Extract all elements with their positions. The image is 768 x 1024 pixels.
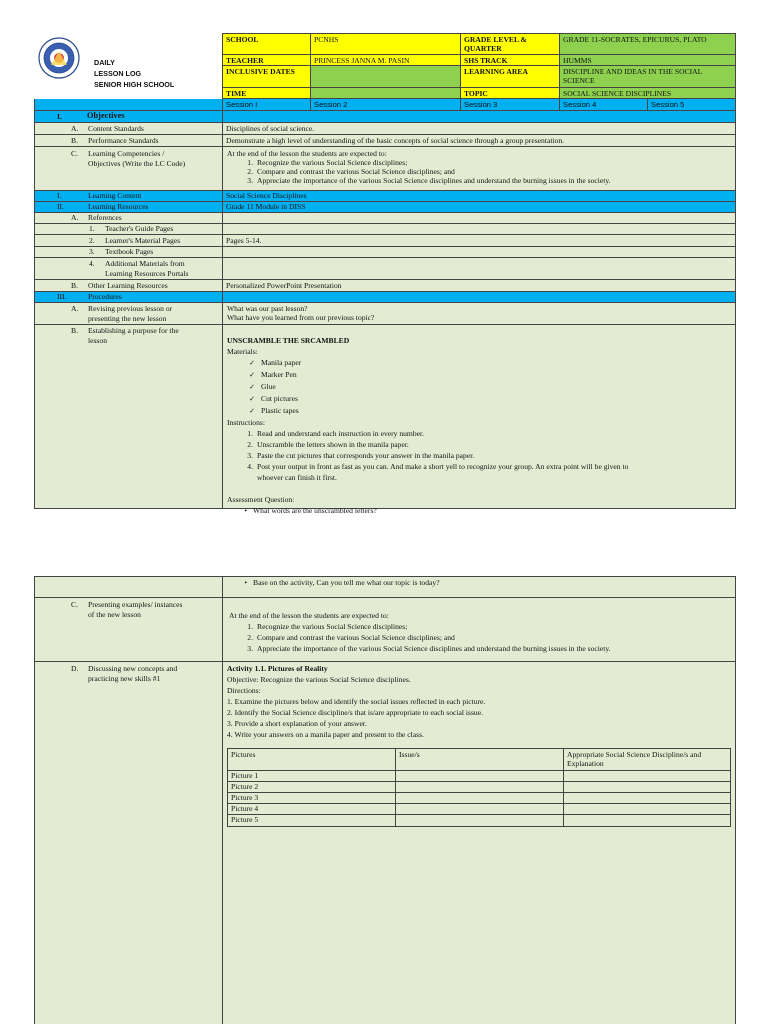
p2-objective-3 xyxy=(229,643,731,654)
table-row-1-discipline xyxy=(563,771,731,782)
revising-value xyxy=(222,303,736,325)
learning-resources-label xyxy=(34,202,222,213)
competency-2-text: Compare and contrast the various Social Science disciplines; and xyxy=(257,167,455,177)
direction-1: 1. Examine the pictures below and identify the social issues reflected in each picture. xyxy=(227,697,486,706)
content-standards-value: Disciplines of social science. xyxy=(222,123,736,135)
table-row-3-discipline xyxy=(563,793,731,804)
p2-bullet-text: Base on the activity, Can you tell me what our topic is today? xyxy=(253,578,440,587)
disc-text-2: practicing new skills #1 xyxy=(88,674,161,683)
presenting-value xyxy=(222,598,736,662)
other-resources-label xyxy=(34,280,222,292)
revising-q1: What was our past lesson? xyxy=(227,304,308,313)
competency-3 xyxy=(227,176,731,185)
p2-num-2: 2. xyxy=(247,633,253,642)
competencies-label-2: Objectives (Write the LC Code) xyxy=(88,159,186,168)
direction-2: 2. Identify the Social Science discipline/s that is/are appropriate to each social issue. xyxy=(227,708,483,717)
time-value xyxy=(310,88,460,99)
table-row-1-picture: Picture 1 xyxy=(227,771,395,782)
references-text: References xyxy=(88,213,122,222)
content-standards-label xyxy=(34,123,222,135)
check-icon: ✓ xyxy=(249,359,255,367)
bullet-icon: • xyxy=(244,578,247,587)
table-row-3-issue xyxy=(395,793,563,804)
deped-seal xyxy=(38,37,80,79)
rev-text-2: presenting the new lesson xyxy=(88,314,167,323)
references-value xyxy=(222,213,736,224)
teacher-value: PRINCESS JANNA M. PASIN xyxy=(310,55,460,66)
assessment-q-text: What words are the unscrambled letters? xyxy=(253,506,377,515)
content-standards-text: Content Standards xyxy=(88,124,144,133)
pur-text-1: Establishing a purpose for the xyxy=(88,326,179,335)
discussing-value xyxy=(222,662,736,1024)
bullet-icon: • xyxy=(244,506,247,515)
procedures-fill xyxy=(222,292,736,303)
instruction-3-text: Paste the cut pictures that corresponds your answer in the manila paper. xyxy=(257,451,475,460)
session-4: Session 4 xyxy=(559,99,647,111)
table-header-pictures: Pictures xyxy=(227,748,395,771)
objectives-roman: I. xyxy=(57,112,62,121)
material-5 xyxy=(227,405,731,417)
other-resources-value: Personalized PowerPoint Presentation xyxy=(222,280,736,292)
material-1-text: Manila paper xyxy=(261,358,302,367)
topic-value: SOCIAL SCIENCE DISCIPLINES xyxy=(559,88,736,99)
disc-letter: D. xyxy=(71,664,79,673)
learning-resources-value: Grade 11 Module in DISS xyxy=(222,202,736,213)
additional-materials-value xyxy=(222,258,736,280)
p2-bullet-line xyxy=(227,578,731,587)
tb-text: Textbook Pages xyxy=(105,247,154,256)
lr-roman: II. xyxy=(57,202,64,211)
pres-text-2: of the new lesson xyxy=(88,610,141,619)
objectives-title: Objectives xyxy=(87,111,125,120)
grade-level-value: GRADE 11-SOCRATES, EPICURUS, PLATO xyxy=(559,33,736,55)
learning-competencies-label xyxy=(34,147,222,191)
performance-standards-text: Performance Standards xyxy=(88,136,159,145)
lr-text: Learning Resources xyxy=(88,202,149,211)
material-5-text: Plastic tapes xyxy=(261,406,299,415)
inclusive-dates-value xyxy=(310,66,460,88)
instruction-3 xyxy=(227,450,731,461)
table-header-discipline: Appropriate Social Science Discipline/s and Explanation xyxy=(563,748,731,771)
instructions-label: Instructions: xyxy=(227,418,265,427)
table-row-2-discipline xyxy=(563,782,731,793)
p2-bullet-label xyxy=(34,576,222,598)
learners-material-value: Pages 5-14. xyxy=(222,235,736,247)
table-header-issues: Issue/s xyxy=(395,748,563,771)
num-3: 3. xyxy=(247,176,253,186)
unscramble-title: UNSCRAMBLE THE SRCAMBLED xyxy=(227,336,350,345)
procedures-label xyxy=(34,292,222,303)
teachers-guide-value xyxy=(222,224,736,235)
title-line-3: SENIOR HIGH SCHOOL xyxy=(94,80,175,89)
tb-num: 3. xyxy=(89,247,95,256)
p2-objective-3-text: Appreciate the importance of the various Social Science disciplines and understand the burning issues in the society. xyxy=(257,644,611,653)
competency-2 xyxy=(227,167,731,176)
table-row-2-picture: Picture 2 xyxy=(227,782,395,793)
p2-objective-1 xyxy=(229,621,731,632)
num-1: 1. xyxy=(247,158,253,168)
table-row-4-issue xyxy=(395,804,563,815)
check-icon: ✓ xyxy=(249,371,255,379)
am-num: 4. xyxy=(89,259,95,268)
assessment-label: Assessment Question: xyxy=(227,495,295,504)
school-label: SCHOOL xyxy=(222,33,310,55)
rev-text-1: Revising previous lesson or xyxy=(88,304,173,313)
activity-objective: Objective: Recognize the various Social Science disciplines. xyxy=(227,675,411,684)
letter-c: C. xyxy=(71,149,78,158)
session-5: Session 5 xyxy=(647,99,736,111)
am-text-1: Additional Materials from xyxy=(105,259,185,268)
num-2: 2. xyxy=(247,167,253,177)
title-line-2: LESSON LOG xyxy=(94,69,142,78)
ref-letter-a: A. xyxy=(71,213,79,222)
p2-intro: At the end of the lesson the students are expected to: xyxy=(229,611,389,620)
presenting-label xyxy=(34,598,222,662)
textbook-label xyxy=(34,247,222,258)
proc-text: Procedures xyxy=(88,292,122,301)
instruction-2 xyxy=(227,439,731,450)
teacher-label: TEACHER xyxy=(222,55,310,66)
learning-competencies-value xyxy=(222,147,736,191)
directions-label: Directions: xyxy=(227,686,261,695)
competency-3-text: Appreciate the importance of the various Social Science disciplines and understand the burning issues in the society. xyxy=(257,176,611,186)
performance-standards-value: Demonstrate a high level of understanding of the basic concepts of social science through a group presentation. xyxy=(222,135,736,147)
learners-material-label xyxy=(34,235,222,247)
objectives-header xyxy=(34,111,222,123)
tg-num: 1. xyxy=(89,224,95,233)
p2-objective-1-text: Recognize the various Social Science disciplines; xyxy=(257,622,408,631)
revising-q2: What have you learned from our previous topic? xyxy=(227,313,375,323)
p2-objective-2-text: Compare and contrast the various Social Science disciplines; and xyxy=(257,633,455,642)
revising-label xyxy=(34,303,222,325)
table-row-1-issue xyxy=(395,771,563,782)
table-row-4-picture: Picture 4 xyxy=(227,804,395,815)
session-3: Session 3 xyxy=(460,99,559,111)
p2-num-3: 3. xyxy=(247,644,253,653)
pur-text-2: lesson xyxy=(88,336,107,345)
lm-num: 2. xyxy=(89,236,95,245)
lc-roman: I. xyxy=(57,191,62,200)
instruction-2-text: Unscramble the letters shown in the manila paper. xyxy=(257,440,409,449)
table-row-5-picture: Picture 5 xyxy=(227,815,395,827)
learning-content-value: Social Science Disciplines xyxy=(222,191,736,202)
shs-track-value: HUMMS xyxy=(559,55,736,66)
or-letter: B. xyxy=(71,281,78,290)
check-icon: ✓ xyxy=(249,407,255,415)
proc-roman: III. xyxy=(57,292,67,301)
am-text-2: Learning Resources Portals xyxy=(105,269,189,278)
pres-letter: C. xyxy=(71,600,78,609)
disc-text-1: Discussing new concepts and xyxy=(88,664,178,673)
check-icon: ✓ xyxy=(249,383,255,391)
table-row-5-discipline xyxy=(563,815,731,827)
grade-level-label: GRADE LEVEL & QUARTER xyxy=(460,33,559,55)
sessions-row-blank xyxy=(34,99,222,111)
letter-a: A. xyxy=(71,124,79,133)
material-4-text: Cut pictures xyxy=(261,394,298,403)
competency-1 xyxy=(227,158,731,167)
shs-track-label: SHS TRACK xyxy=(460,55,559,66)
learning-area-label: LEARNING AREA xyxy=(460,66,559,88)
in-num-4: 4. xyxy=(247,462,253,471)
pur-letter: B. xyxy=(71,326,78,335)
topic-label: TOPIC xyxy=(460,88,559,99)
performance-standards-label xyxy=(34,135,222,147)
session-1: Session I xyxy=(222,99,310,111)
material-2 xyxy=(227,369,731,381)
instruction-1-text: Read and understand each instruction in every number. xyxy=(257,429,425,438)
instruction-1 xyxy=(227,428,731,439)
session-2: Session 2 xyxy=(310,99,460,111)
lc-text: Learning Content xyxy=(88,191,142,200)
purpose-label xyxy=(34,325,222,509)
table-row-5-issue xyxy=(395,815,563,827)
table-row-4-discipline xyxy=(563,804,731,815)
textbook-value xyxy=(222,247,736,258)
pres-text-1: Presenting examples/ instances xyxy=(88,600,183,609)
p2-num-1: 1. xyxy=(247,622,253,631)
discussing-label xyxy=(34,662,222,1024)
lm-text: Learner's Material Pages xyxy=(105,236,181,245)
p2-bullet-value xyxy=(222,576,736,598)
materials-label: Materials: xyxy=(227,347,258,356)
material-4 xyxy=(227,393,731,405)
additional-materials-label xyxy=(34,258,222,280)
material-1 xyxy=(227,357,731,369)
references-label xyxy=(34,213,222,224)
direction-3: 3. Provide a short explanation of your answer. xyxy=(227,719,367,728)
p2-objective-2 xyxy=(229,632,731,643)
tg-text: Teacher's Guide Pages xyxy=(105,224,174,233)
learning-area-value: DISCIPLINE AND IDEAS IN THE SOCIAL SCIENCE xyxy=(559,66,736,88)
learning-content-label xyxy=(34,191,222,202)
daily-lesson-log-title xyxy=(94,57,214,90)
in-num-1: 1. xyxy=(247,429,253,438)
competencies-intro: At the end of the lesson the students are expected to: xyxy=(227,149,387,158)
purpose-value xyxy=(222,325,736,515)
table-row-3-picture: Picture 3 xyxy=(227,793,395,804)
table-row-2-issue xyxy=(395,782,563,793)
instruction-4 xyxy=(227,461,731,472)
assessment-question xyxy=(227,505,731,516)
rev-letter: A. xyxy=(71,304,79,313)
in-num-2: 2. xyxy=(247,440,253,449)
in-num-3: 3. xyxy=(247,451,253,460)
competencies-label-1: Learning Competencies / xyxy=(88,149,165,158)
material-3 xyxy=(227,381,731,393)
title-line-1: DAILY xyxy=(94,58,115,67)
check-icon: ✓ xyxy=(249,395,255,403)
school-value: PCNHS xyxy=(310,33,460,55)
material-2-text: Marker Pen xyxy=(261,370,297,379)
material-3-text: Glue xyxy=(261,382,276,391)
instruction-4-cont: whoever can finish it first. xyxy=(257,473,337,482)
or-text: Other Learning Resources xyxy=(88,281,168,290)
objectives-header-fill xyxy=(222,111,736,123)
competency-1-text: Recognize the various Social Science disciplines; xyxy=(257,158,408,168)
direction-4: 4. Write your answers on a manila paper and present to the class. xyxy=(227,730,424,739)
teachers-guide-label xyxy=(34,224,222,235)
activity-title: Activity 1.1. Pictures of Reality xyxy=(227,664,328,673)
time-label: TIME xyxy=(222,88,310,99)
letter-b: B. xyxy=(71,136,78,145)
instruction-4-text: Post your output in front as fast as you can. And make a short yell to recognize your group. An extra point will be given to xyxy=(257,462,629,471)
inclusive-dates-label: INCLUSIVE DATES xyxy=(222,66,310,88)
